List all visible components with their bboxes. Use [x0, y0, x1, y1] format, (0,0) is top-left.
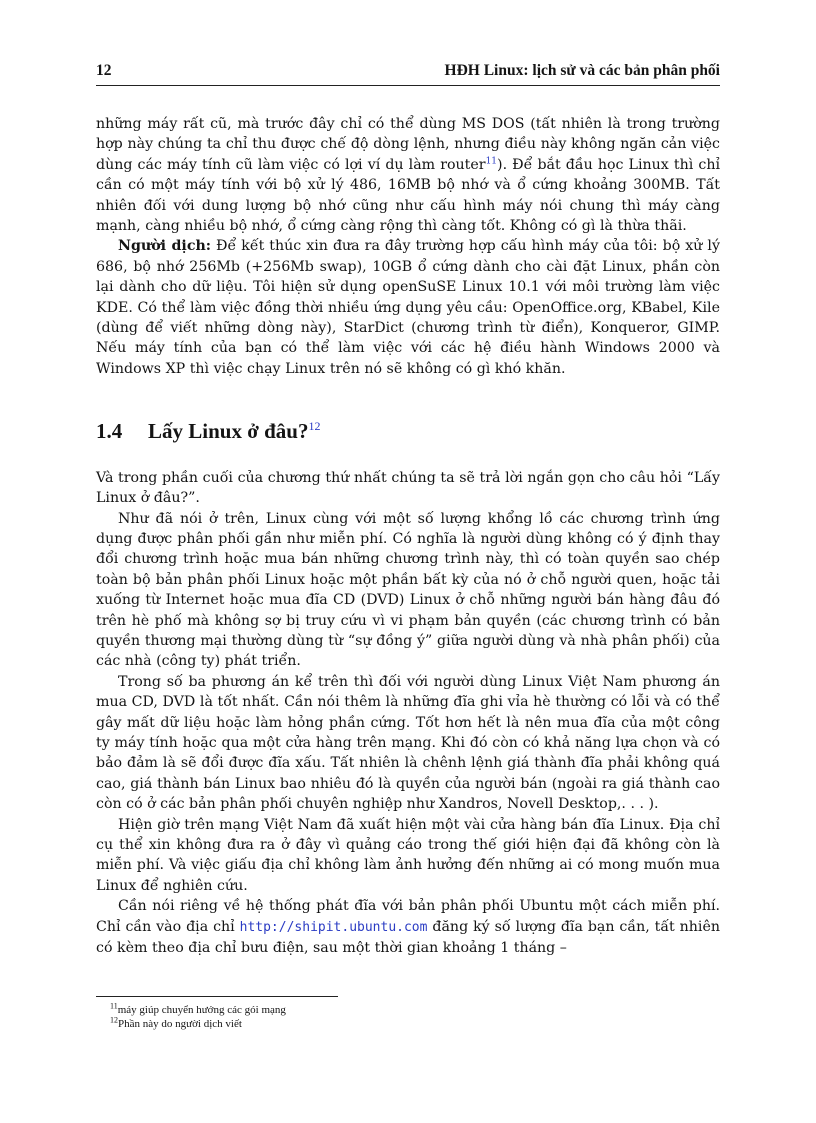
running-title: HĐH Linux: lịch sử và các bản phân phối	[444, 62, 720, 79]
section-heading	[96, 419, 720, 444]
paragraph-online-shops: Hiện giờ trên mạng Việt Nam đã xuất hiện một vài cửa hàng bán đĩa Linux. Địa chỉ cụ thể xin không đưa ra ở đây vì quảng cáo trong thế giới hiện đại đã không còn là miễn phí. Và việc giấu địa chỉ không làm ảnh hưởng đến những ai có mong muốn mua Linux để nghiên cứu.	[96, 816, 720, 894]
page-header	[96, 62, 720, 80]
footnote-ref-11[interactable]: 11	[485, 156, 498, 167]
footnotes	[96, 996, 720, 1031]
footnote-ref-12[interactable]: 12	[308, 419, 321, 434]
section-title: Lấy Linux ở đâu?$^{12}$	[148, 419, 321, 444]
paragraph-free-distribution: Như đã nói ở trên, Linux cùng với một số lượng khổng lồ các chương trình ứng dụng được phân phối gần như miễn phí. Có nghĩa là người dùng không có ý định thay đổi chương trình hoặc mua bán những chương trình này, thì có toàn quyền sao chép toàn bộ bản phân phối Linux hoặc một phần bất kỳ của nó ở chỗ người quen, hoặc tải xuống từ Internet hoặc mua đĩa CD (DVD) Linux ở chỗ những người bán hàng đâu đó trên hè phố mà không sợ bị truy cứu vì vi phạm bản quyền (các chương trình có bản quyền thương mại thường dùng từ “sự đồng ý” giữa người dùng và nhà phân phối) của các nhà (công ty) phát triển.	[96, 510, 720, 670]
page-body	[96, 114, 720, 958]
paragraph-hardware: những máy rất cũ, mà trước đây chỉ có thể dùng MS DOS (tất nhiên là trong trường hợp này chúng ta chỉ thu được chế độ dòng lệnh, nhưng điều này không ngăn cản việc dùng các máy tính cũ làm việc có lợi ví dụ làm router$^{11}$). Để bắt đầu học Linux thì chỉ cần có một máy tính với bộ xử lý 486, 16MB bộ nhớ và ổ cứng khoảng 300MB. Tất nhiên đối với dung lượng bộ nhớ cũng như cấu hình máy nói chung thì máy càng mạnh, càng nhiều bộ nhớ, ổ cứng càng rộng thì càng tốt. Không có gì là thừa thãi.	[96, 116, 720, 235]
footnote-12: $^{12}$Phần này do người dịch viết	[110, 1015, 242, 1030]
paragraph-buy-cd: Trong số ba phương án kể trên thì đối với người dùng Linux Việt Nam phương án mua CD, DVD là tốt nhất. Cần nói thêm là những đĩa ghi vỉa hè thường có lỗi và có thể gây mất dữ liệu hoặc làm hỏng phần cứng. Tốt hơn hết là nên mua đĩa của một công ty máy tính hoặc qua một cửa hàng trên mạng. Khi đó còn có khả năng lựa chọn và có bảo đảm là sẽ đổi được đĩa xấu. Tất nhiên là chênh lệnh giá thành đĩa phải không quá cao, giá thành bán Linux bao nhiêu đó là quyền của người bán (ngoài ra giá thành cao còn có ở các bản phân phối chuyên nghiệp như Xandros, Novell Desktop,. . . ).	[96, 673, 720, 813]
header-rule	[96, 85, 720, 86]
paragraph-ubuntu-shipit: Cần nói riêng về hệ thống phát đĩa với bản phân phối Ubuntu một cách miễn phí. Chỉ cần vào địa chỉ http://shipit.ubuntu.com đăng ký số lượng đĩa bạn cần, tất nhiên có kèm theo địa chỉ bưu điện, sau một thời gian khoảng 1 tháng –	[96, 898, 720, 957]
footnote-11: $^{11}$máy giúp chuyển hướng các gói mạng	[110, 1001, 286, 1016]
page-number: 12	[96, 62, 112, 79]
paragraph-translator-note: Người dịch: Để kết thúc xin đưa ra đây trường hợp cấu hình máy của tôi: bộ xử lý 686, bộ nhớ 256Mb (+256Mb swap), 10GB ổ cứng dành cho cài đặt Linux, phần còn lại dành cho dữ liệu. Tôi hiện sử dụng openSuSE Linux 10.1 với môi trường làm việc KDE. Có thể làm việc đồng thời nhiều ứng dụng yêu cầu: OpenOffice.org, KBabel, Kile (dùng để viết những dòng này), StarDict (chương trình từ điển), Konqueror, GIMP. Nếu máy tính của bạn có thể làm việc với các hệ điều hành Windows 2000 và Windows XP thì việc chạy Linux trên nó sẽ không có gì khó khăn.	[96, 238, 720, 377]
shipit-link[interactable]: http://shipit.ubuntu.com	[239, 919, 428, 935]
paragraph-intro: Và trong phần cuối của chương thứ nhất chúng ta sẽ trả lời ngắn gọn cho câu hỏi “Lấy Linux ở đâu?”.	[96, 469, 720, 507]
section-number: 1.4	[96, 419, 123, 444]
translator-label: Người dịch:	[118, 238, 212, 255]
footnote-rule	[96, 996, 338, 997]
